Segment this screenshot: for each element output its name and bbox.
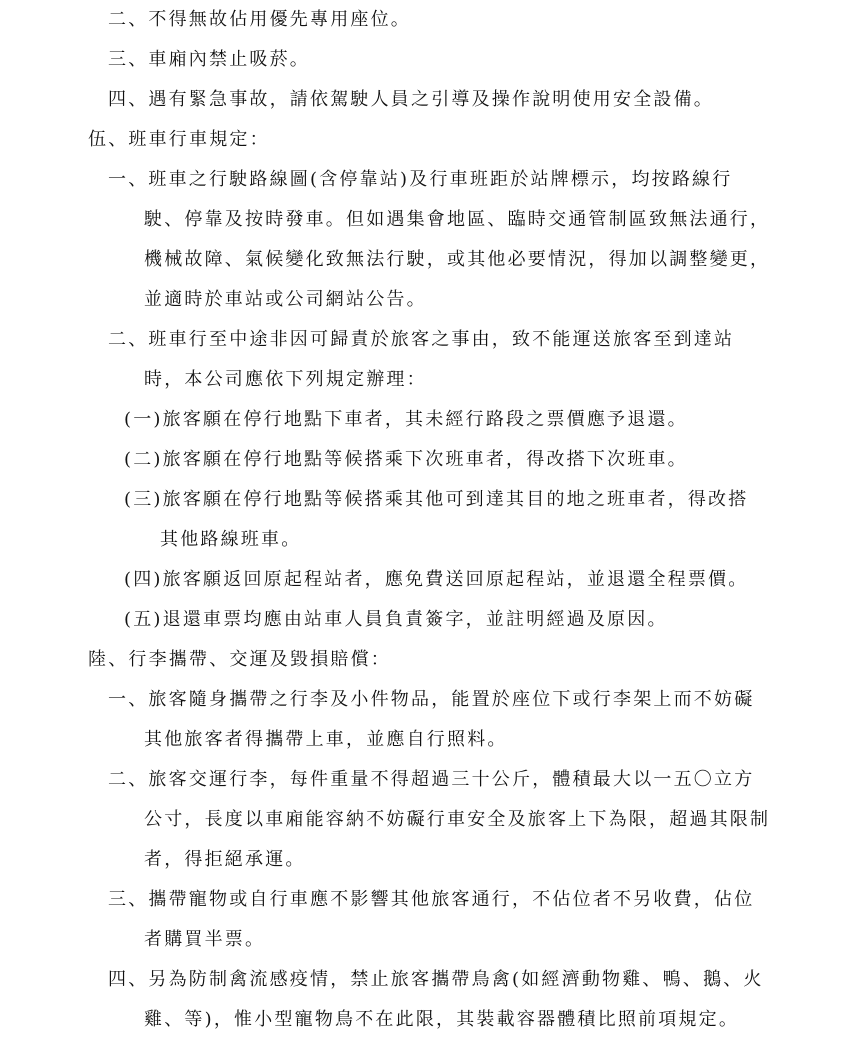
sub-item-line: (四)旅客願返回原起程站者，應免費送回原起程站，並退還全程票價。 xyxy=(124,569,749,590)
paragraph-line: 者購買半票。 xyxy=(144,929,266,950)
paragraph-line: 二、班車行至中途非因可歸責於旅客之事由，致不能運送旅客至到達站 xyxy=(108,329,735,350)
paragraph-line: 公寸，長度以車廂能容納不妨礙行車安全及旅客上下為限，超過其限制 xyxy=(144,809,771,830)
paragraph-line: 者，得拒絕承運。 xyxy=(144,849,306,870)
sub-item-line: (三)旅客願在停行地點等候搭乘其他可到達其目的地之班車者，得改搭 xyxy=(124,489,749,510)
section-heading-luggage: 陸、行李攜帶、交運及毀損賠償： xyxy=(88,649,391,670)
section-heading-schedule-rules: 伍、班車行車規定： xyxy=(88,129,270,150)
sub-item-line: (五)退還車票均應由站車人員負責簽字，並註明經過及原因。 xyxy=(124,609,668,630)
paragraph-line: 二、旅客交運行李，每件重量不得超過三十公斤，體積最大以一五〇立方 xyxy=(108,769,755,790)
paragraph-line: 駛、停靠及按時發車。但如遇集會地區、臨時交通管制區致無法通行， xyxy=(144,209,771,230)
sub-item-line: (一)旅客願在停行地點下車者，其未經行路段之票價應予退還。 xyxy=(124,409,688,430)
paragraph-line: 並適時於車站或公司網站公告。 xyxy=(144,289,427,310)
paragraph-line: 機械故障、氣候變化致無法行駛，或其他必要情況，得加以調整變更， xyxy=(144,249,771,270)
rule-line-emergency: 四、遇有緊急事故，請依駕駛人員之引導及操作說明使用安全設備。 xyxy=(108,89,714,110)
paragraph-line: 三、攜帶寵物或自行車應不影響其他旅客通行，不佔位者不另收費，佔位 xyxy=(108,889,755,910)
rule-line-no-smoking: 三、車廂內禁止吸菸。 xyxy=(108,49,310,70)
rule-line-priority-seat: 二、不得無故佔用優先專用座位。 xyxy=(108,9,411,30)
paragraph-line: 一、班車之行駛路線圖(含停靠站)及行車班距於站牌標示，均按路線行 xyxy=(108,169,733,190)
sub-item-line: (二)旅客願在停行地點等候搭乘下次班車者，得改搭下次班車。 xyxy=(124,449,688,470)
paragraph-line: 一、旅客隨身攜帶之行李及小件物品，能置於座位下或行李架上而不妨礙 xyxy=(108,689,755,710)
paragraph-line: 其他旅客者得攜帶上車，並應自行照料。 xyxy=(144,729,508,750)
paragraph-line: 四、另為防制禽流感疫情，禁止旅客攜帶鳥禽(如經濟動物雞、鴨、鵝、火 xyxy=(108,969,764,990)
sub-item-line: 其他路線班車。 xyxy=(160,529,302,550)
paragraph-line: 時，本公司應依下列規定辦理： xyxy=(144,369,427,390)
paragraph-line: 雞、等)，惟小型寵物鳥不在此限，其裝載容器體積比照前項規定。 xyxy=(144,1009,740,1030)
